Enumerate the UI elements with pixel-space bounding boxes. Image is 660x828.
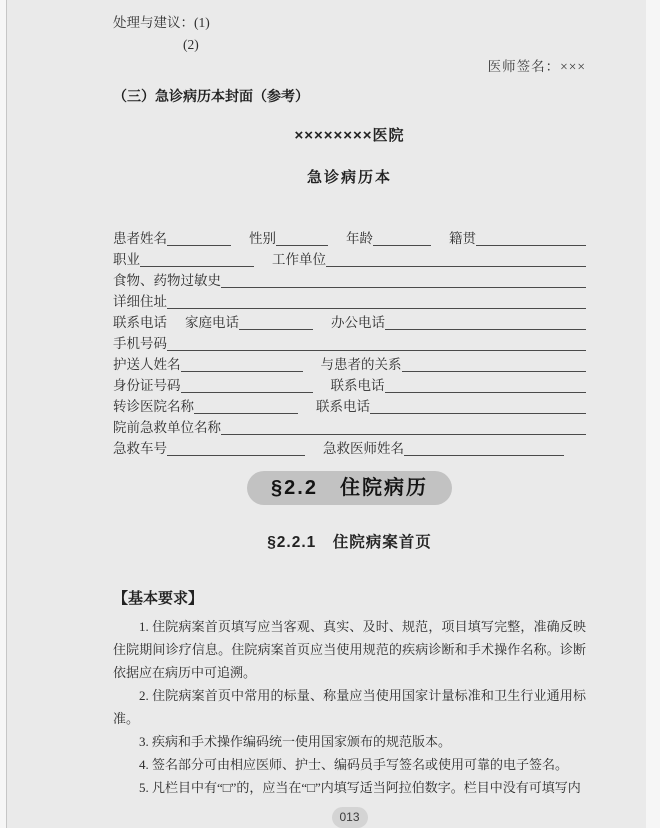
form-row (113, 415, 586, 436)
field-label: 联系电话 (330, 378, 385, 393)
form-row (113, 310, 586, 331)
field-label: 与患者的关系 (320, 357, 402, 372)
field-underline (167, 243, 231, 246)
field-label: 急救车号 (113, 441, 167, 456)
form-field (323, 440, 564, 457)
form-field (113, 272, 586, 289)
form-field (113, 251, 254, 268)
page-number-badge: 013 (332, 807, 368, 828)
field-underline (181, 369, 303, 372)
requirement-item: 2. 住院病案首页中常用的标量、称量应当使用国家计量标准和卫生行业通用标准。 (113, 688, 586, 726)
subsection-heading: §2.2.1 住院病案首页 (267, 534, 432, 551)
form-row (113, 268, 586, 289)
document-page (6, 0, 646, 828)
hospital-name: ××××××××医院 (294, 127, 405, 144)
treatment-advice-item2: (2) (183, 37, 199, 52)
form-field (113, 293, 586, 310)
field-underline (385, 327, 586, 330)
requirement-item: 4. 签名部分可由相应医师、护士、编码员手写签名或使用可靠的电子签名。 (139, 757, 569, 772)
field-underline (276, 243, 328, 246)
field-label: 食物、药物过敏史 (113, 273, 221, 288)
field-underline (370, 411, 586, 414)
subsection-heading-cover: （三）急诊病历本封面（参考） (113, 88, 309, 104)
field-underline (221, 432, 586, 435)
form-field (449, 230, 586, 247)
form-field (113, 398, 298, 415)
physician-signature: 医师签名：××× (487, 59, 586, 74)
field-label: 转诊医院名称 (113, 399, 194, 414)
section-heading-pill: §2.2 住院病历 (247, 471, 452, 505)
field-underline (404, 453, 564, 456)
field-label: 院前急救单位名称 (113, 420, 221, 435)
field-underline (476, 243, 586, 246)
form-row (113, 226, 586, 247)
field-underline (373, 243, 431, 246)
requirement-item: 3. 疾病和手术操作编码统一使用国家颁布的规范版本。 (139, 734, 452, 749)
pager (113, 807, 586, 828)
form-field (272, 251, 586, 268)
field-label: 职业 (113, 252, 140, 267)
requirement-item: 5. 凡栏目中有“□”的，应当在“□”内填写适当阿拉伯数字。栏目中没有可填写内 (139, 780, 581, 795)
requirements-list (113, 615, 586, 799)
form-row (113, 331, 586, 352)
page-content (7, 0, 646, 828)
form-row (113, 289, 586, 310)
field-underline (239, 327, 313, 330)
form-field (331, 377, 587, 394)
field-underline (326, 264, 586, 267)
field-label: 家庭电话 (185, 315, 239, 330)
field-label: 籍贯 (449, 231, 476, 246)
field-label: 联系电话 (113, 315, 167, 330)
basic-requirements-heading: 【基本要求】 (113, 590, 204, 607)
field-label: 手机号码 (113, 336, 167, 351)
field-label: 急救医师姓名 (323, 441, 404, 456)
field-underline (140, 264, 254, 267)
form-rows (113, 226, 586, 457)
form-field (113, 230, 231, 247)
form-row (113, 373, 586, 394)
field-label: 患者姓名 (113, 231, 167, 246)
form-field (113, 356, 303, 373)
field-underline (194, 411, 298, 414)
form-row (113, 436, 586, 457)
treatment-advice-line: 处理与建议：(1) (113, 15, 210, 30)
field-label: 身份证号码 (113, 378, 181, 393)
field-underline (181, 390, 313, 393)
field-label: 工作单位 (272, 252, 326, 267)
form-field (346, 230, 431, 247)
field-label: 年龄 (346, 231, 373, 246)
field-label: 办公电话 (331, 315, 385, 330)
form-field (316, 398, 586, 415)
field-underline (167, 453, 305, 456)
form-field (113, 419, 586, 436)
field-underline (167, 306, 586, 309)
form-row (113, 352, 586, 373)
field-underline (221, 285, 586, 288)
requirement-item: 1. 住院病案首页填写应当客观、真实、及时、规范，项目填写完整，准确反映住院期间诊疗信息。住院病案首页应当使用规范的疾病诊断和手术操作名称。诊断依据应在病历中可追溯。 (113, 619, 586, 680)
field-underline (402, 369, 587, 372)
form-field (113, 377, 313, 394)
form-field (113, 314, 167, 331)
field-label: 性别 (249, 231, 276, 246)
field-label: 护送人姓名 (113, 357, 181, 372)
form-row (113, 394, 586, 415)
form-field (185, 314, 313, 331)
section-heading-wrap (113, 471, 586, 505)
form-row (113, 247, 586, 268)
form-field (113, 440, 305, 457)
cover-title: 急诊病历本 (306, 169, 392, 186)
field-underline (385, 390, 587, 393)
form-field (331, 314, 586, 331)
field-label: 详细住址 (113, 294, 167, 309)
form-field (113, 335, 586, 352)
field-label: 联系电话 (316, 399, 370, 414)
form-field (321, 356, 587, 373)
form-field (249, 230, 328, 247)
field-underline (167, 348, 586, 351)
